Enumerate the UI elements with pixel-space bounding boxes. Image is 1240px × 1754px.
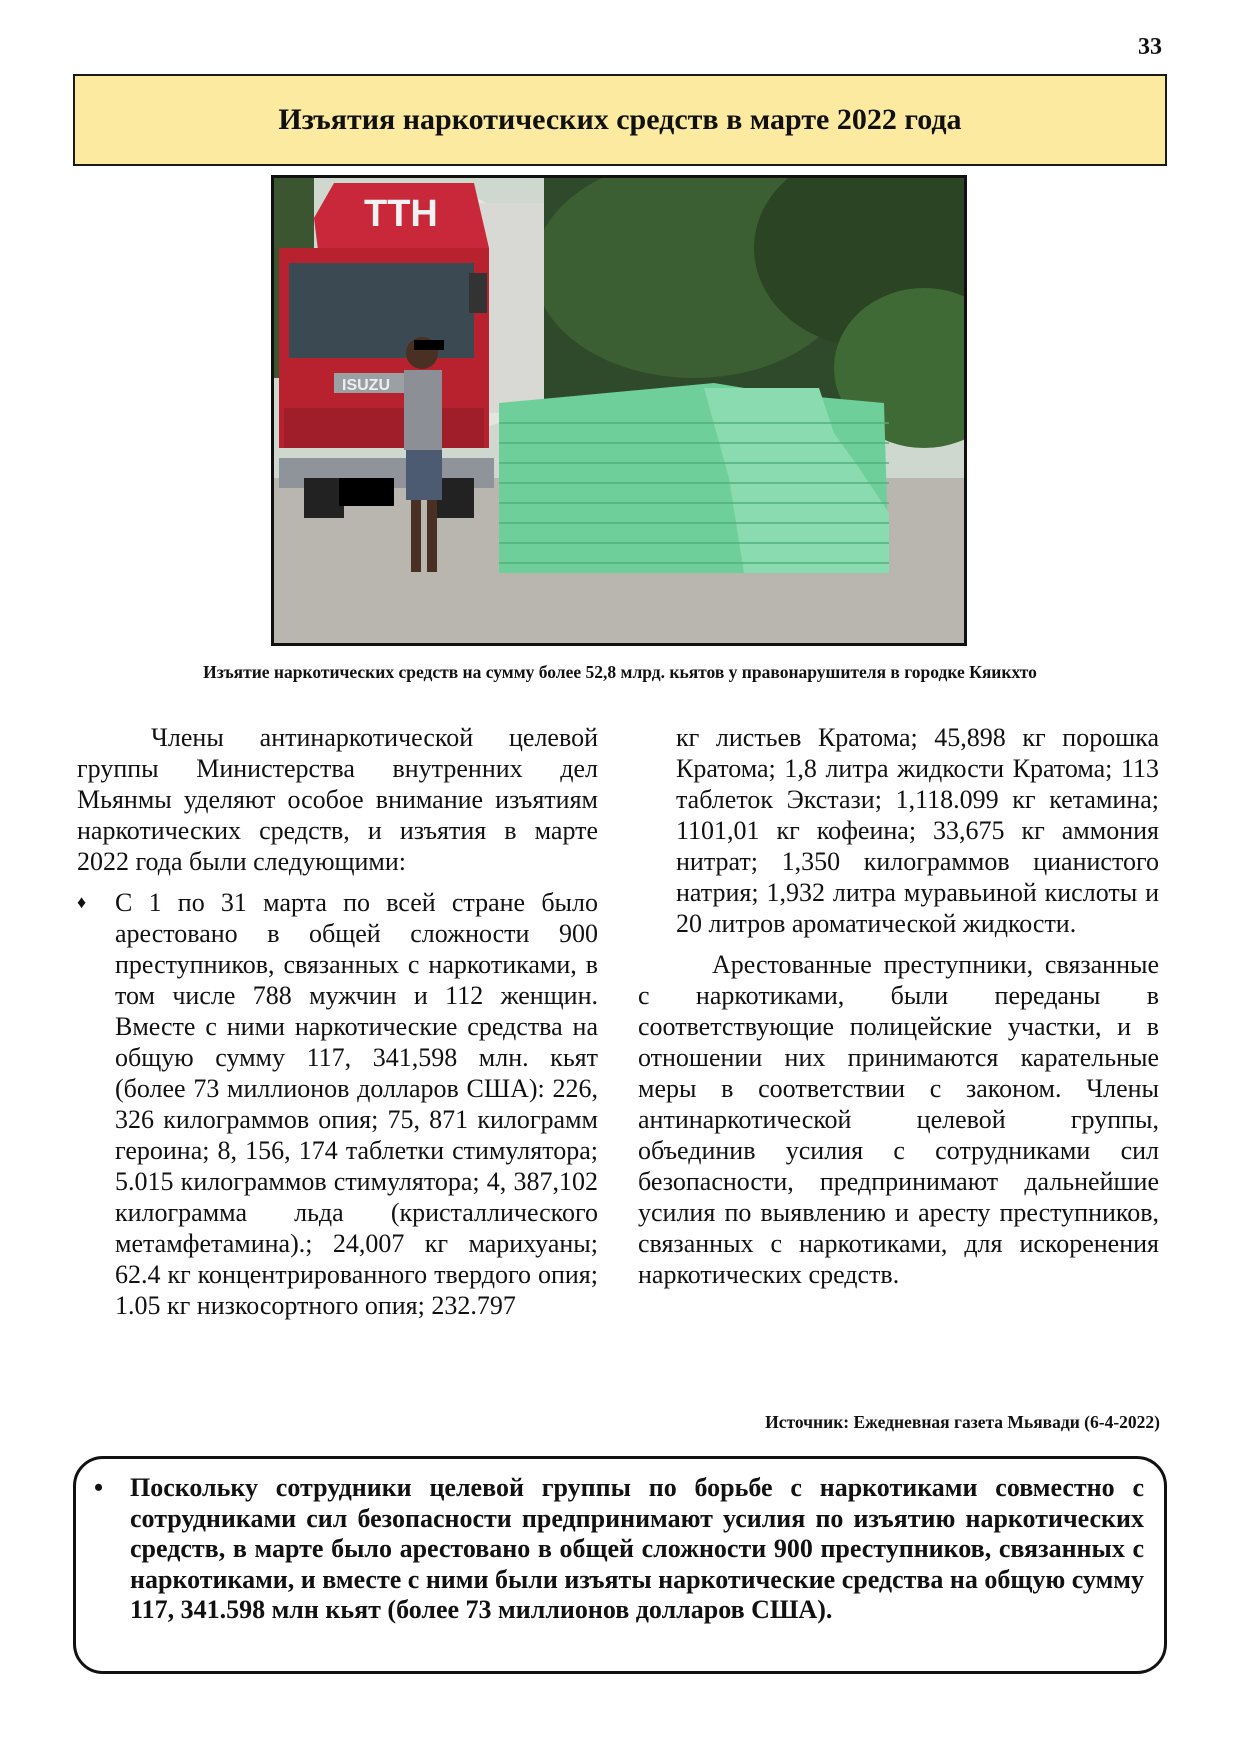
seizure-photo-illustration [274, 178, 964, 643]
right-column [638, 722, 1159, 1290]
truck-brand-text: ISUZU [342, 377, 390, 394]
seizure-bullet [77, 887, 598, 1321]
summary-box [73, 1456, 1167, 1674]
seizure-photo [271, 175, 967, 646]
page-number: 33 [1138, 34, 1162, 60]
photo-caption: Изъятие наркотических средств на сумму более 52,8 млрд. кьятов у правонарушителя в городке Кяикхто [203, 662, 1037, 682]
seizure-list-continuation: кг листьев Кратома; 45,898 кг порошка Кратома; 1,8 литра жидкости Кратома; 113 таблеток Экстази; 1,118.099 кг кетамина; 1101,01 кг кофеина; 33,675 кг аммония нитрат; 1,350 килограммов цианистого натрия; 1,932 литра муравьиной кислоты и 20 литров ароматической жидкости. [676, 723, 1159, 938]
summary-text: Поскольку сотрудники целевой группы по борьбе с наркотиками совместно с сотрудниками сил безопасности предпринимают усилия по изъятию наркотических средств, в марте было арестовано в общей сложности 900 преступников, связанных с наркотиками, и вместе с ними были изъяты наркотические средства на общую сумму 117, 341.598 млн кьят (более 73 миллионов долларов США). [130, 1473, 1144, 1624]
source-citation: Источник: Ежедневная газета Мьявади (6-4-2022) [765, 1412, 1160, 1432]
page-title: Изъятия наркотических средств в марте 2022 года [278, 103, 962, 136]
summary-item [94, 1473, 1144, 1626]
intro-paragraph: Члены антинаркотической целевой группы Министерства внутренних дел Мьянмы уделяют особое внимание изъятиям наркотических средств, и изъятия в марте 2022 года были следующими: [77, 723, 598, 876]
dot-bullet-icon: • [94, 1473, 104, 1502]
left-column [77, 722, 598, 1321]
title-box [73, 74, 1167, 166]
arrest-paragraph: Арестованные преступники, связанные с наркотиками, были переданы в соответствующие полицейские участки, и в отношении них принимаются карательные меры в соответствии с законом. Члены антинаркотической целевой группы, объединив усилия с сотрудниками сил безопасности, предпринимают дальнейшие усилия по выявлению и аресту преступников, связанных с наркотиками, для искоренения наркотических средств. [638, 950, 1159, 1289]
seizure-bullet-text: С 1 по 31 марта по всей стране было арестовано в общей сложности 900 преступников, связанных с наркотиками, в том числе 788 мужчин и 112 женщин. Вместе с ними наркотические средства на общую сумму 117, 341,598 млн. кьят (более 73 миллионов долларов США): 226, 326 килограммов опия; 75, 871 килограмм героина; 8, 156, 174 таблетки стимулятора; 5.015 килограммов стимулятора; 4, 387,102 килограмма льда (кристаллического метамфетамина).; 24,007 кг марихуаны; 62.4 кг концентрированного твердого опия; 1.05 кг низкосортного опия; 232.797 [115, 888, 598, 1320]
diamond-bullet-icon: ♦ [77, 892, 87, 912]
truck-cab-text: TTH [364, 193, 438, 235]
